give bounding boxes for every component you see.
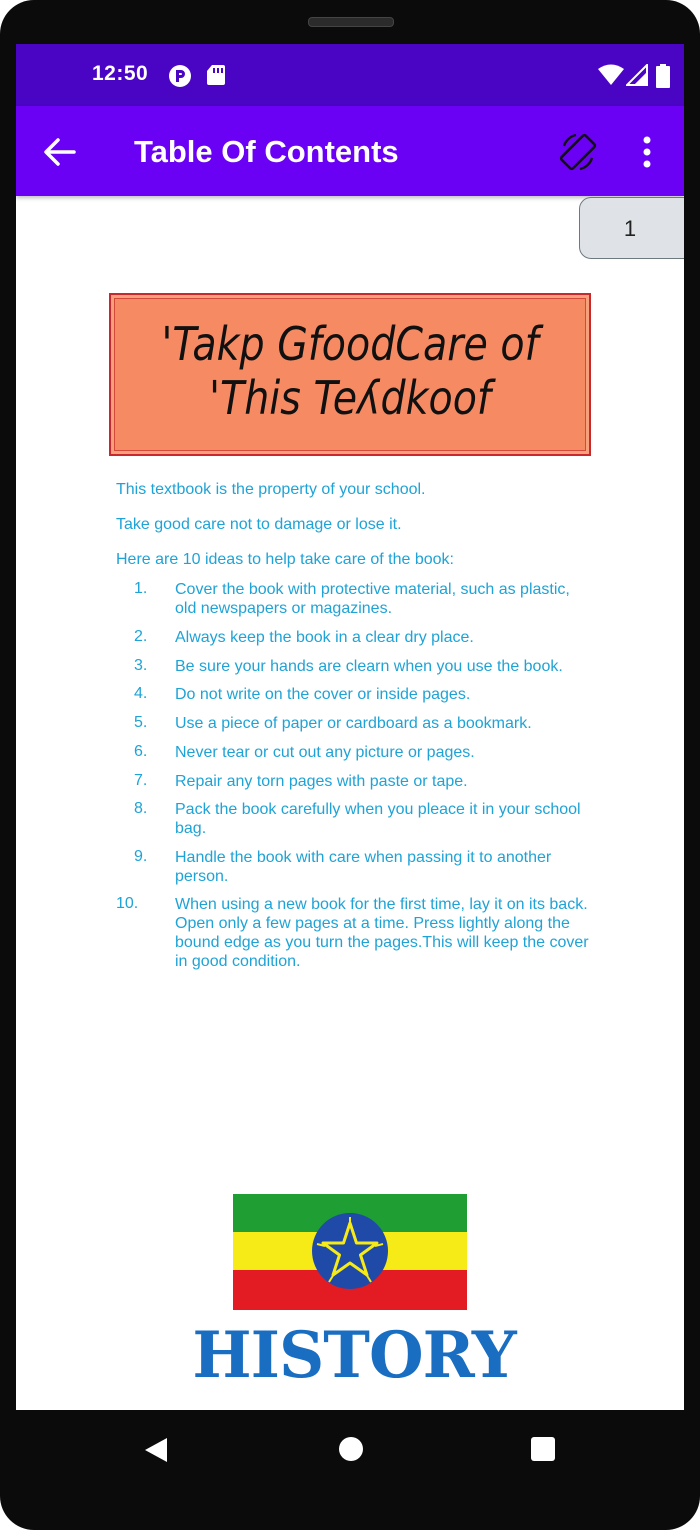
- notification-p-icon: [168, 64, 192, 88]
- sd-card-icon: [206, 64, 226, 86]
- paragraph-care: Take good care not to damage or lose it.: [116, 516, 402, 533]
- title-banner: [109, 293, 591, 456]
- ethiopian-flag: [233, 1194, 467, 1310]
- page-number-badge: 1: [579, 197, 684, 259]
- nav-home-icon[interactable]: [338, 1436, 364, 1462]
- nav-back-icon[interactable]: [143, 1436, 169, 1464]
- battery-icon: [656, 64, 670, 88]
- banner-line-2: 'This Teʎdkoof: [209, 371, 491, 425]
- wifi-icon: [598, 64, 624, 86]
- subject-title: HISTORY: [192, 1318, 516, 1393]
- system-nav-bar: [0, 1410, 700, 1490]
- status-bar: [16, 44, 684, 106]
- app-bar: [16, 106, 684, 196]
- document-page[interactable]: 'Takp GfoodCare of 'This Teʎdkoof This textbook is the property of your school. Take good care not to damage or lose it. Here are 10 ideas to help take care of the book: 1. Cover the book with protective material, such as plastic, old newspapers or magazines. 2. Always keep the book in a clear dry place. 3. Be sure your hands are clearn when you use the book. 4. Do not write on the cover or inside pages. 5. Use a piece of paper or cardboard as a bookmark. 6. Never tear or cut out any picture or pages. 7. Repair any torn pages with paste or tape. 8. Pack the book carefully when you pleace it in your school bag. 9. Handle the book with care when passing it to another person. 10. When using a new book for the first time, lay it on its back. Open only a few pages at a time. Press lightly along the bound edge as you turn the pages.This will keep the cover in good condition. HISTORY: [16, 196, 684, 1410]
- screen-rotation-icon[interactable]: [556, 130, 600, 174]
- arrow-back-icon[interactable]: [40, 134, 80, 170]
- paragraph-property: This textbook is the property of your school.: [116, 481, 426, 498]
- page-title: Table Of Contents: [134, 134, 399, 169]
- earpiece-speaker: [308, 17, 394, 27]
- more-vertical-icon[interactable]: [632, 132, 662, 172]
- status-time: 12:50: [92, 62, 149, 85]
- screen: [16, 44, 684, 1410]
- signal-icon: [626, 64, 648, 86]
- star-emblem-icon: [311, 1212, 389, 1290]
- paragraph-ideas: Here are 10 ideas to help take care of the book:: [116, 551, 454, 568]
- banner-line-1: 'Takp GfoodCare of: [161, 317, 539, 371]
- nav-recents-icon[interactable]: [530, 1436, 556, 1462]
